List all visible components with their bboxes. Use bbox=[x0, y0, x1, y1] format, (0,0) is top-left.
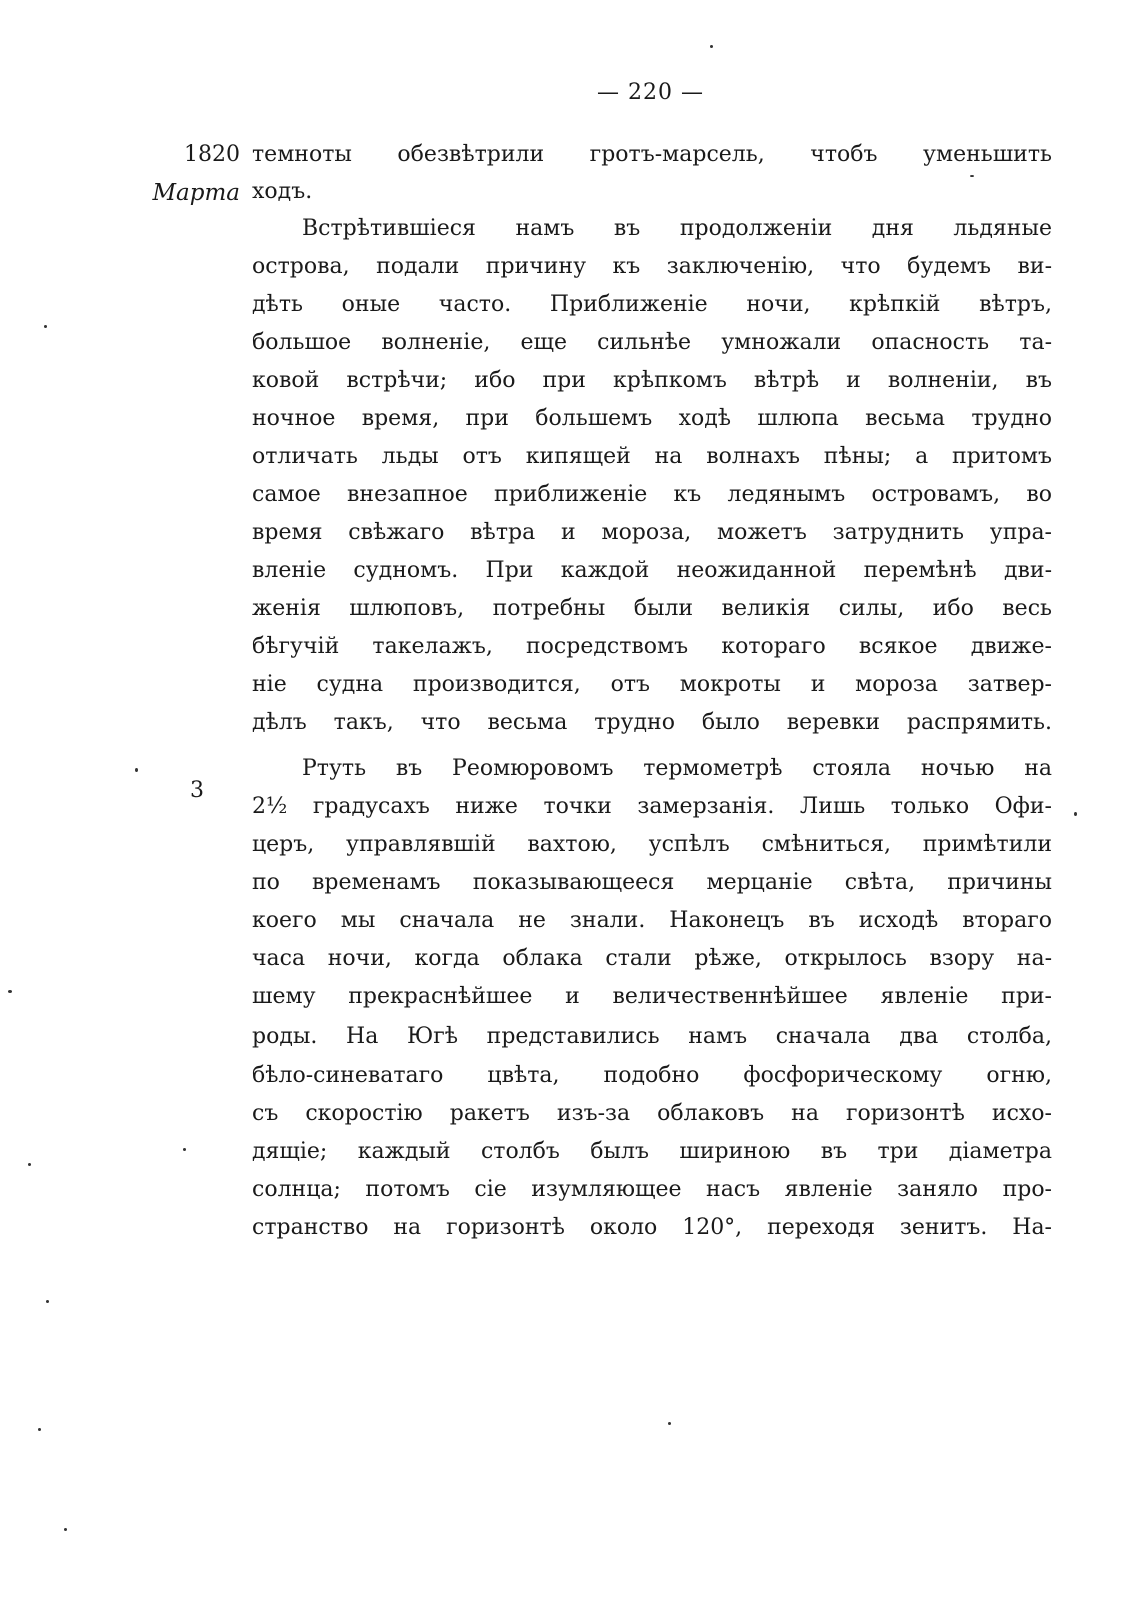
text-line: вленіе судномъ. При каждой неожиданной перемѣнѣ дви- bbox=[252, 558, 1052, 583]
text-line: солнца; потомъ сіе изумляющее насъ явленіе заняло про- bbox=[252, 1177, 1052, 1202]
text-line: Встрѣтившіеся намъ въ продолженіи дня льдяные bbox=[302, 216, 1052, 241]
scan-speck bbox=[46, 1300, 49, 1303]
text-line: отличать льды отъ кипящей на волнахъ пѣны; а притомъ bbox=[252, 444, 1052, 469]
text-line: Ртуть въ Реомюровомъ термометрѣ стояла ночью на bbox=[302, 756, 1052, 781]
margin-year: 1820 bbox=[184, 142, 240, 167]
text-line: бѣгучій такелажъ, посредствомъ котораго всякое движе- bbox=[252, 634, 1052, 659]
text-line: коего мы сначала не знали. Наконецъ въ исходѣ втораго bbox=[252, 908, 1052, 933]
text-line: шему прекраснѣйшее и величественнѣйшее явленіе при- bbox=[252, 984, 1052, 1009]
text-line: ходъ. bbox=[252, 179, 313, 204]
scan-speck bbox=[668, 1422, 671, 1425]
scan-speck bbox=[8, 990, 12, 993]
scan-speck bbox=[970, 175, 974, 177]
scan-speck bbox=[183, 1148, 186, 1151]
text-line: темноты обезвѣтрили гротъ-марсель, чтобъ уменьшить bbox=[252, 142, 1052, 167]
text-line: ночное время, при большемъ ходѣ шлюпа весьма трудно bbox=[252, 406, 1052, 431]
text-line: ковой встрѣчи; ибо при крѣпкомъ вѣтрѣ и волненіи, въ bbox=[252, 368, 1052, 393]
text-line: время свѣжаго вѣтра и мороза, можетъ затруднить упра- bbox=[252, 520, 1052, 545]
text-line: дящіе; каждый столбъ былъ шириною въ три діаметра bbox=[252, 1139, 1052, 1164]
scan-speck bbox=[1074, 812, 1077, 816]
text-line: роды. На Югѣ представились намъ сначала два столба, bbox=[252, 1024, 1052, 1049]
text-line: 2½ градусахъ ниже точки замерзанія. Лишь только Офи- bbox=[252, 794, 1052, 819]
scan-speck bbox=[710, 45, 713, 48]
scan-speck bbox=[44, 325, 47, 328]
text-line: самое внезапное приближеніе къ ледянымъ островамъ, во bbox=[252, 482, 1052, 507]
margin-day: 3 bbox=[190, 778, 204, 803]
text-line: странство на горизонтѣ около 120°, переходя зенитъ. На- bbox=[252, 1215, 1052, 1240]
text-line: дѣть оные часто. Приближеніе ночи, крѣпкій вѣтръ, bbox=[252, 292, 1052, 317]
text-line: бѣло-синеватаго цвѣта, подобно фосфорическому огню, bbox=[252, 1063, 1052, 1088]
scan-speck bbox=[38, 1428, 41, 1431]
text-line: женія шлюповъ, потребны были великія силы, ибо весь bbox=[252, 596, 1052, 621]
text-line: дѣлъ такъ, что весьма трудно было веревки распрямить. bbox=[252, 710, 1052, 735]
scan-speck bbox=[135, 768, 138, 772]
margin-month: Марта bbox=[152, 180, 240, 206]
scan-speck bbox=[28, 1163, 31, 1166]
text-line: часа ночи, когда облака стали рѣже, открылось взору на- bbox=[252, 946, 1052, 971]
text-line: съ скоростію ракетъ изъ-за облаковъ на горизонтѣ исхо- bbox=[252, 1101, 1052, 1126]
text-line: острова, подали причину къ заключенію, что будемъ ви- bbox=[252, 254, 1052, 279]
page-number: — 220 — bbox=[597, 80, 704, 105]
text-line: церъ, управлявшій вахтою, успѣлъ смѣниться, примѣтили bbox=[252, 832, 1052, 857]
text-line: большое волненіе, еще сильнѣе умножали опасность та- bbox=[252, 330, 1052, 355]
text-line: ніе судна производится, отъ мокроты и мороза затвер- bbox=[252, 672, 1052, 697]
scan-speck bbox=[64, 1528, 67, 1531]
text-line: по временамъ показывающееся мерцаніе свѣта, причины bbox=[252, 870, 1052, 895]
